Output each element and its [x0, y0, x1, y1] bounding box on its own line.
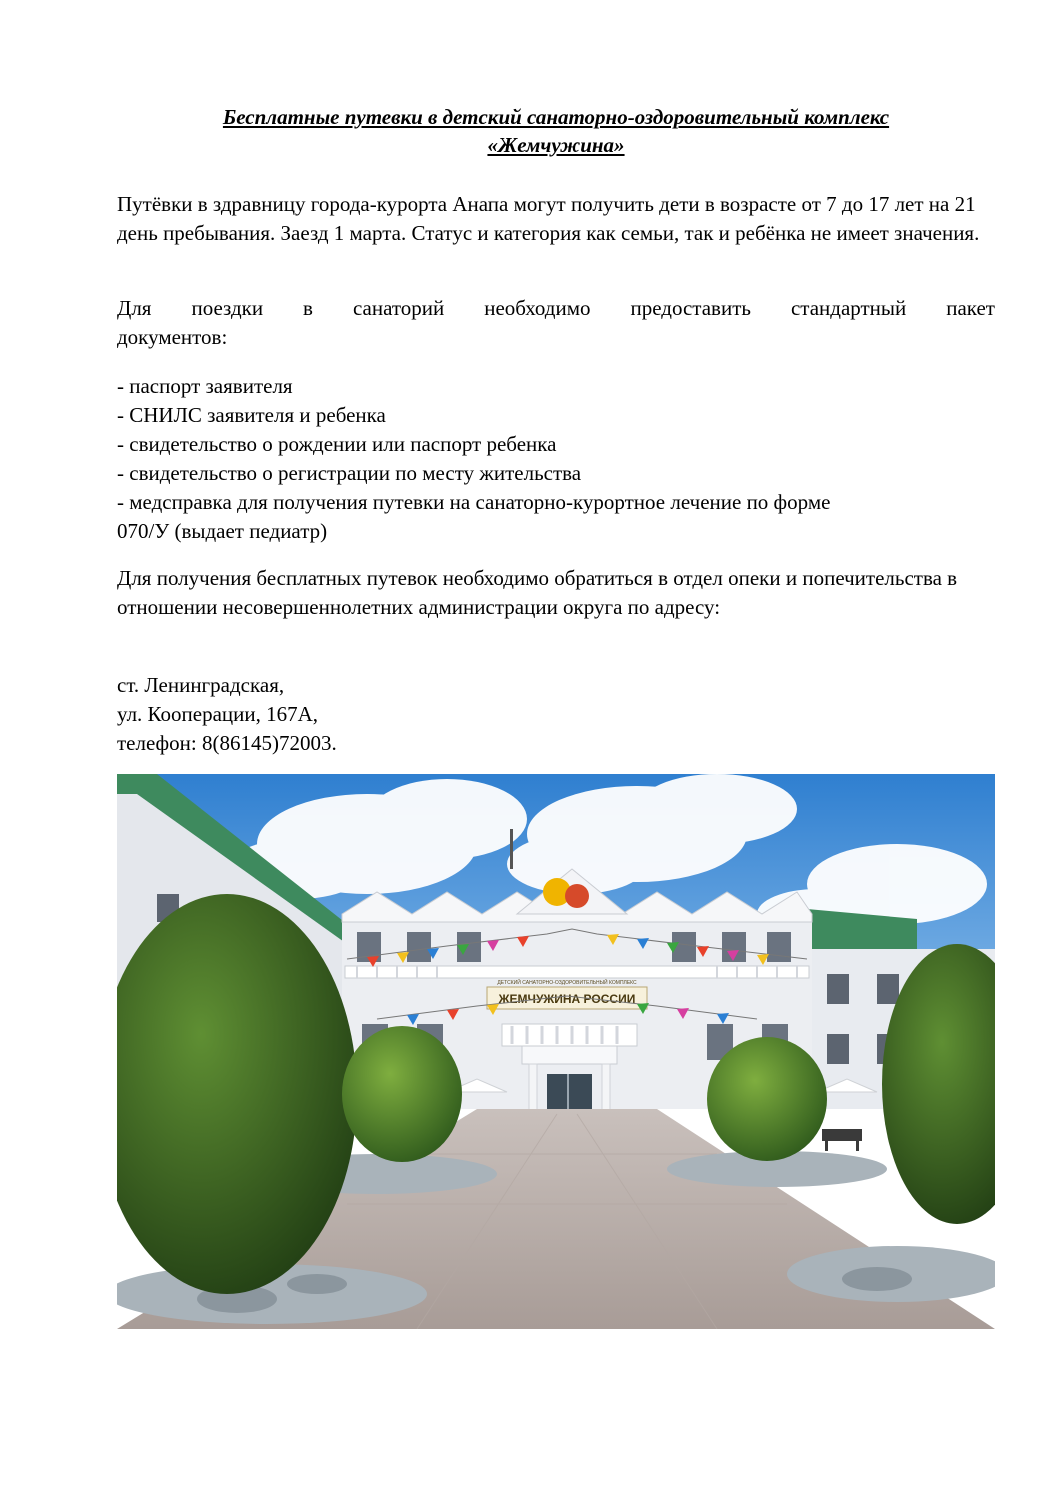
address-block [117, 671, 995, 758]
documents-intro-line-1: Для поездки в санаторий необходимо предоставить стандартный пакет [117, 296, 995, 320]
address-line: телефон: 8(86145)72003. [117, 731, 337, 755]
documents-intro-line-2: документов: [117, 325, 228, 349]
list-item: - паспорт заявителя [117, 374, 293, 398]
intro-paragraph: Путёвки в здравницу города-курорта Анапа могут получить дети в возрасте от 7 до 17 лет на 21 день пребывания. Заезд 1 марта. Статус и категория как семьи, так и ребёнка не имеет значения. [117, 192, 980, 245]
address-line: ул. Кооперации, 167А, [117, 702, 319, 726]
sign-text: ЖЕМЧУЖИНА РОССИИ [498, 992, 636, 1006]
sanatorium-photo [117, 774, 995, 1329]
documents-list [117, 372, 995, 546]
sign-subtext: ДЕТСКИЙ САНАТОРНО-ОЗДОРОВИТЕЛЬНЫЙ КОМПЛЕКС [497, 980, 637, 986]
list-item: - свидетельство о рождении или паспорт ребенка [117, 432, 557, 456]
list-item: - медсправка для получения путевки на санаторно-курортное лечение по форме [117, 490, 831, 514]
list-item: - СНИЛС заявителя и ребенка [117, 403, 386, 427]
title-line-2: «Жемчужина» [487, 133, 625, 157]
list-item: - свидетельство о регистрации по месту жительства [117, 461, 582, 485]
address-line: ст. Ленинградская, [117, 673, 285, 697]
contact-paragraph: Для получения бесплатных путевок необходимо обратиться в отдел опеки и попечительства в отношении несовершеннолетних администрации округа по адресу: [117, 566, 958, 619]
document-title [117, 103, 995, 159]
list-item: 070/У (выдает педиатр) [117, 519, 328, 543]
title-line-1: Бесплатные путевки в детский санаторно-оздоровительный комплекс [222, 105, 890, 129]
